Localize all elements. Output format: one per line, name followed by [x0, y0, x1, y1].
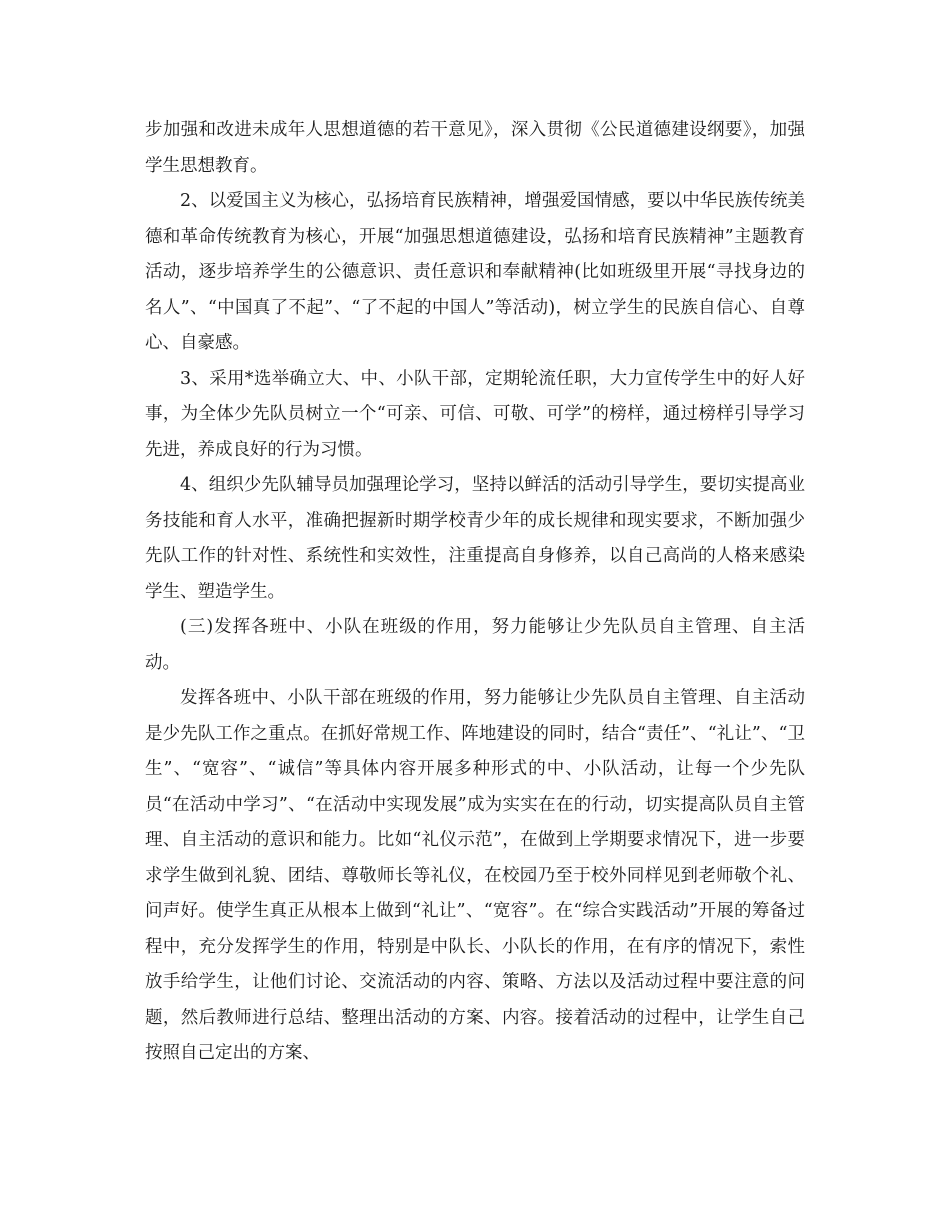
document-body	[145, 113, 805, 1072]
paragraph-item-4: 4、组织少先队辅导员加强理论学习，坚持以鲜活的活动引导学生，要切实提高业务技能和育人水平，准确把握新时期学校青少年的成长规律和现实要求，不断加强少先队工作的针对性、系统性和实效性，注重提高自身修养，以自己高尚的人格来感染学生、塑造学生。	[145, 475, 805, 602]
section-heading-3: (三)发挥各班中、小队在班级的作用，努力能够让少先队员自主管理、自主活动。	[145, 617, 805, 673]
paragraph-item-2: 2、以爱国主义为核心，弘扬培育民族精神，增强爱国情感，要以中华民族传统美德和革命传统教育为核心，开展“加强思想道德建设，弘扬和培育民族精神”主题教育活动，逐步培养学生的公德意识、责任意识和奉献精神(比如班级里开展“寻找身边的名人”、“中国真了不起”、“了不起的中国人”等活动)，树立学生的民族自信心、自尊心、自豪感。	[145, 191, 805, 353]
paragraph-continuation: 步加强和改进未成年人思想道德的若干意见》，深入贯彻《公民道德建设纲要》，加强学生思想教育。	[145, 120, 805, 176]
paragraph-body: 发挥各班中、小队干部在班级的作用，努力能够让少先队员自主管理、自主活动是少先队工作之重点。在抓好常规工作、阵地建设的同时，结合“责任”、“礼让”、“卫生”、“宽容”、“诚信”等具体内容开展多种形式的中、小队活动，让每一个少先队员“在活动中学习”、“在活动中实现发展”成为实实在在的行动，切实提高队员自主管理、自主活动的意识和能力。比如“礼仪示范”，在做到上学期要求情况下，进一步要求学生做到礼貌、团结、尊敬师长等礼仪，在校园乃至于校外同样见到老师敬个礼、问声好。使学生真正从根本上做到“礼让”、“宽容”。在“综合实践活动”开展的筹备过程中，充分发挥学生的作用，特别是中队长、小队长的作用，在有序的情况下，索性放手给学生，让他们讨论、交流活动的内容、策略、方法以及活动过程中要注意的问题，然后教师进行总结、整理出活动的方案、内容。接着活动的过程中，让学生自己按照自己定出的方案、	[145, 688, 805, 1063]
paragraph-item-3: 3、采用*选举确立大、中、小队干部，定期轮流任职，大力宣传学生中的好人好事，为全体少先队员树立一个“可亲、可信、可敬、可学”的榜样，通过榜样引导学习先进，养成良好的行为习惯。	[145, 368, 805, 460]
